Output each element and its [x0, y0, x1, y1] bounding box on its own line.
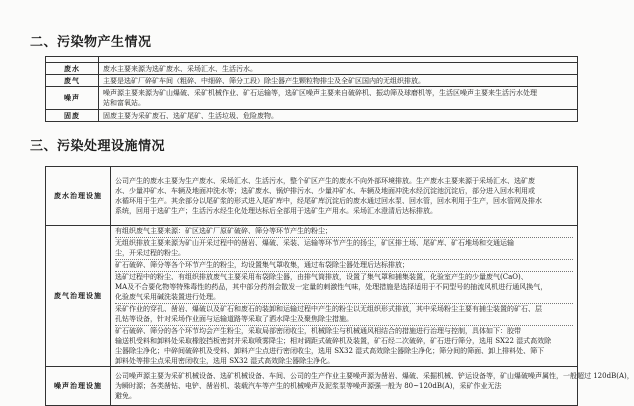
text-line: 输送机受料和卸料处采取橡胶挡板密封并采取喷雾降尘；相对调距式破碎机及装置，矿石经二次破碎，矿石进行筛分，选用 SX22 湿式高效除	[115, 337, 552, 345]
row-label: 固废	[46, 110, 99, 122]
text-line: 站和富氧站。	[103, 99, 145, 107]
table-row	[46, 75, 578, 87]
section-heading-treatment: 三、污染处理设施情况	[30, 139, 166, 154]
section-heading-pollutants: 二、污染物产生情况	[30, 35, 152, 50]
text-line: 固废主要为采矿废石、选矿尾矿、生活垃圾、危险废物。	[103, 111, 278, 120]
text-line: 化验废气采用碱洗装置进行处理。	[115, 293, 220, 301]
row-label: 噪声治理设施	[46, 367, 111, 406]
row-content	[111, 167, 578, 226]
table-row	[46, 367, 578, 406]
row-label: 废水治理设施	[46, 167, 111, 226]
text-line: 水循环用于生产。其余部分以尾矿浆的形式进入尾矿库中，经尾矿库沉淀后的废水通过回水泵、回水管，回水利用于生产，回水管网及排水	[115, 197, 542, 205]
text-line: 选矿过程中的粉尘、有组织排放废气主要采用布袋除尘器，由排气筒排放，设置了集气罩和捕集装置，化验室产生的少量废气(CaO)、	[115, 271, 573, 282]
table-row	[46, 63, 578, 75]
text-line: 水、少量冲矿水、车辆及地面冲洗水等；选矿废水、锅炉排污水、少量冲矿水、车辆及地面冲洗水经沉淀池沉淀后，部分进入回水利用或	[115, 187, 535, 195]
text-line: 矿石破碎、筛分的各个环节均会产生粉尘，采取局部密闭收尘，机械除尘与机械通风相结合的措施进行治理与控制，具体如下：胶带	[115, 325, 573, 336]
table-row	[46, 226, 578, 367]
text-line: 孔钻等设备，针对采场作业面与运输道路等采取了洒水降尘及聚焦除尘措施。	[115, 315, 353, 323]
text-line: 废水主要来源为选矿废水、采场汇水、生活污水。	[103, 64, 257, 73]
row-content	[99, 87, 578, 110]
table-row	[46, 110, 578, 122]
pollutant-table	[45, 56, 578, 122]
text-line: 无组织排放主要来源为矿山开采过程中的凿岩、爆破、采装、运输等环节产生的扬尘，矿区排土场、尾矿库、矿石堆场和交通运输	[115, 237, 573, 248]
row-label: 废水	[46, 63, 99, 75]
text-line: 矿石破碎、筛分等各个环节产生的粉尘，均设置集气罩收集，通过布袋除尘器处理后达标排放；	[115, 259, 573, 270]
text-line: 尘，开采过程的粉尘。	[115, 249, 185, 257]
text-line: 卸料处等排尘点采用密闭收尘，选用 SX32 湿式高效除尘器除尘净化。	[115, 357, 335, 365]
text-line: 避免。	[115, 392, 136, 400]
row-label: 废气治理设施	[46, 226, 111, 367]
text-line: 系统，回用于选矿生产；生活污水经生化处理达标后全部用于选矿生产用水。采场汇水澄清后达标排放。	[115, 207, 437, 215]
text-line: 采矿作业的穿孔、凿岩、爆破以及矿石和废石的装卸和运输过程中产生的粉尘以无组织形式排放，其中采场粉尘主要有捕尘装置的矿石、层	[115, 303, 573, 314]
text-line: MA及不合要化物等特殊毒性的药品，其中部分药剂会散发一定量的刺激性气味，处理措施是选择适用于不同型号的抽流风机进行通风换气，	[115, 283, 548, 291]
row-content	[111, 226, 578, 367]
table-row	[46, 87, 578, 110]
row-content	[99, 75, 578, 87]
row-content	[99, 110, 578, 122]
text-line: 公司噪声源主要为采矿机械设备、选矿机械设备、车间、公司的生产作业主要噪声源为凿岩、爆破、采掘机械、铲运设备等，矿山爆破噪声属性，一般超过 120dB(A)，	[115, 372, 634, 380]
row-label: 噪声	[46, 87, 99, 110]
treatment-table	[45, 166, 634, 406]
row-content	[99, 63, 578, 75]
table-row	[46, 167, 578, 226]
text-line: 主要是选矿厂碎矿车间（粗碎、中细碎、筛分工段）除尘器产生颗粒物排尘及全矿区国内的无组织排放。	[103, 76, 425, 85]
text-line: 有组织废气主要来源：矿区选矿厂原矿破碎、筛分等环节产生的粉尘；	[115, 227, 332, 235]
text-line: 公司产生的废水主要为生产废水、采场汇水、生活污水，整个矿区产生的废水不向外部环境排放。生产废水主要来源于采场汇水、选矿废	[115, 177, 535, 185]
text-line: 尘器除尘净化；中碎间破碎机及受料、卸料产尘点进行密闭收尘，选用 SX32 湿式高效除尘器除尘净化；筛分间的筛面、卸上排料处、筛下	[115, 347, 545, 355]
text-line: 噪声源主要来源为矿山爆破、采矿机械作业、矿石运输等，选矿区噪声主要来自破碎机、振动筛及球磨机等，生活区噪声主要来生活污水处理	[103, 89, 537, 97]
row-label: 废气	[46, 75, 99, 87]
row-content	[111, 367, 634, 406]
text-line: 为瞬时源；各类凿钻、电铲、凿岩机、装载汽车等产生的机械噪声及泥浆泵等噪声源强一般为 80~120dB(A)，采矿作业无法	[115, 382, 502, 390]
